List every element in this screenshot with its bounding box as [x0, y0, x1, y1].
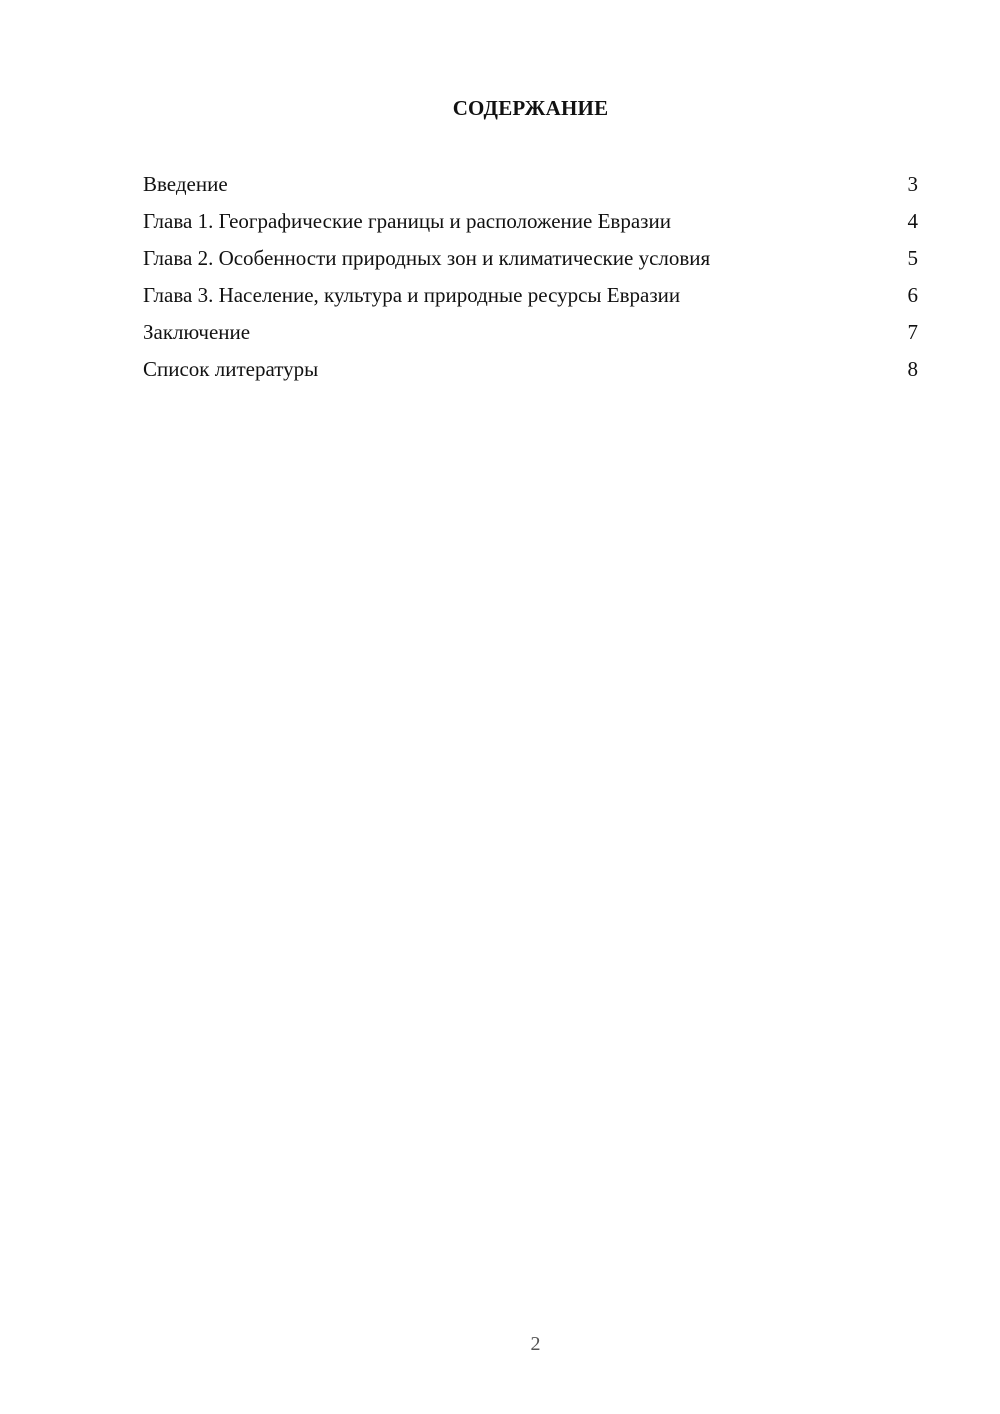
toc-entry	[143, 353, 918, 390]
toc-entry-page: 5	[907, 246, 918, 270]
toc-entry	[143, 205, 918, 242]
toc-entry	[143, 168, 918, 205]
toc-entry-page: 8	[907, 357, 918, 381]
toc-entry-label: Введение	[143, 172, 228, 196]
toc-entry	[143, 242, 918, 279]
toc-entry-label: Глава 2. Особенности природных зон и климатические условия	[143, 246, 711, 270]
toc-entry-label: Глава 1. Географические границы и расположение Евразии	[143, 209, 671, 233]
table-of-contents	[143, 168, 918, 390]
toc-entry-page: 7	[907, 320, 918, 344]
toc-entry-page: 4	[907, 209, 918, 233]
toc-entry	[143, 316, 918, 353]
page-title: СОДЕРЖАНИЕ	[452, 96, 609, 120]
toc-entry-page: 6	[907, 283, 918, 307]
toc-entry	[143, 279, 918, 316]
page-number: 2	[530, 1333, 541, 1355]
toc-entry-label: Глава 3. Население, культура и природные ресурсы Евразии	[143, 283, 681, 307]
toc-entry-page: 3	[907, 172, 918, 196]
toc-entry-label: Список литературы	[143, 357, 319, 381]
toc-entry-label: Заключение	[143, 320, 251, 344]
